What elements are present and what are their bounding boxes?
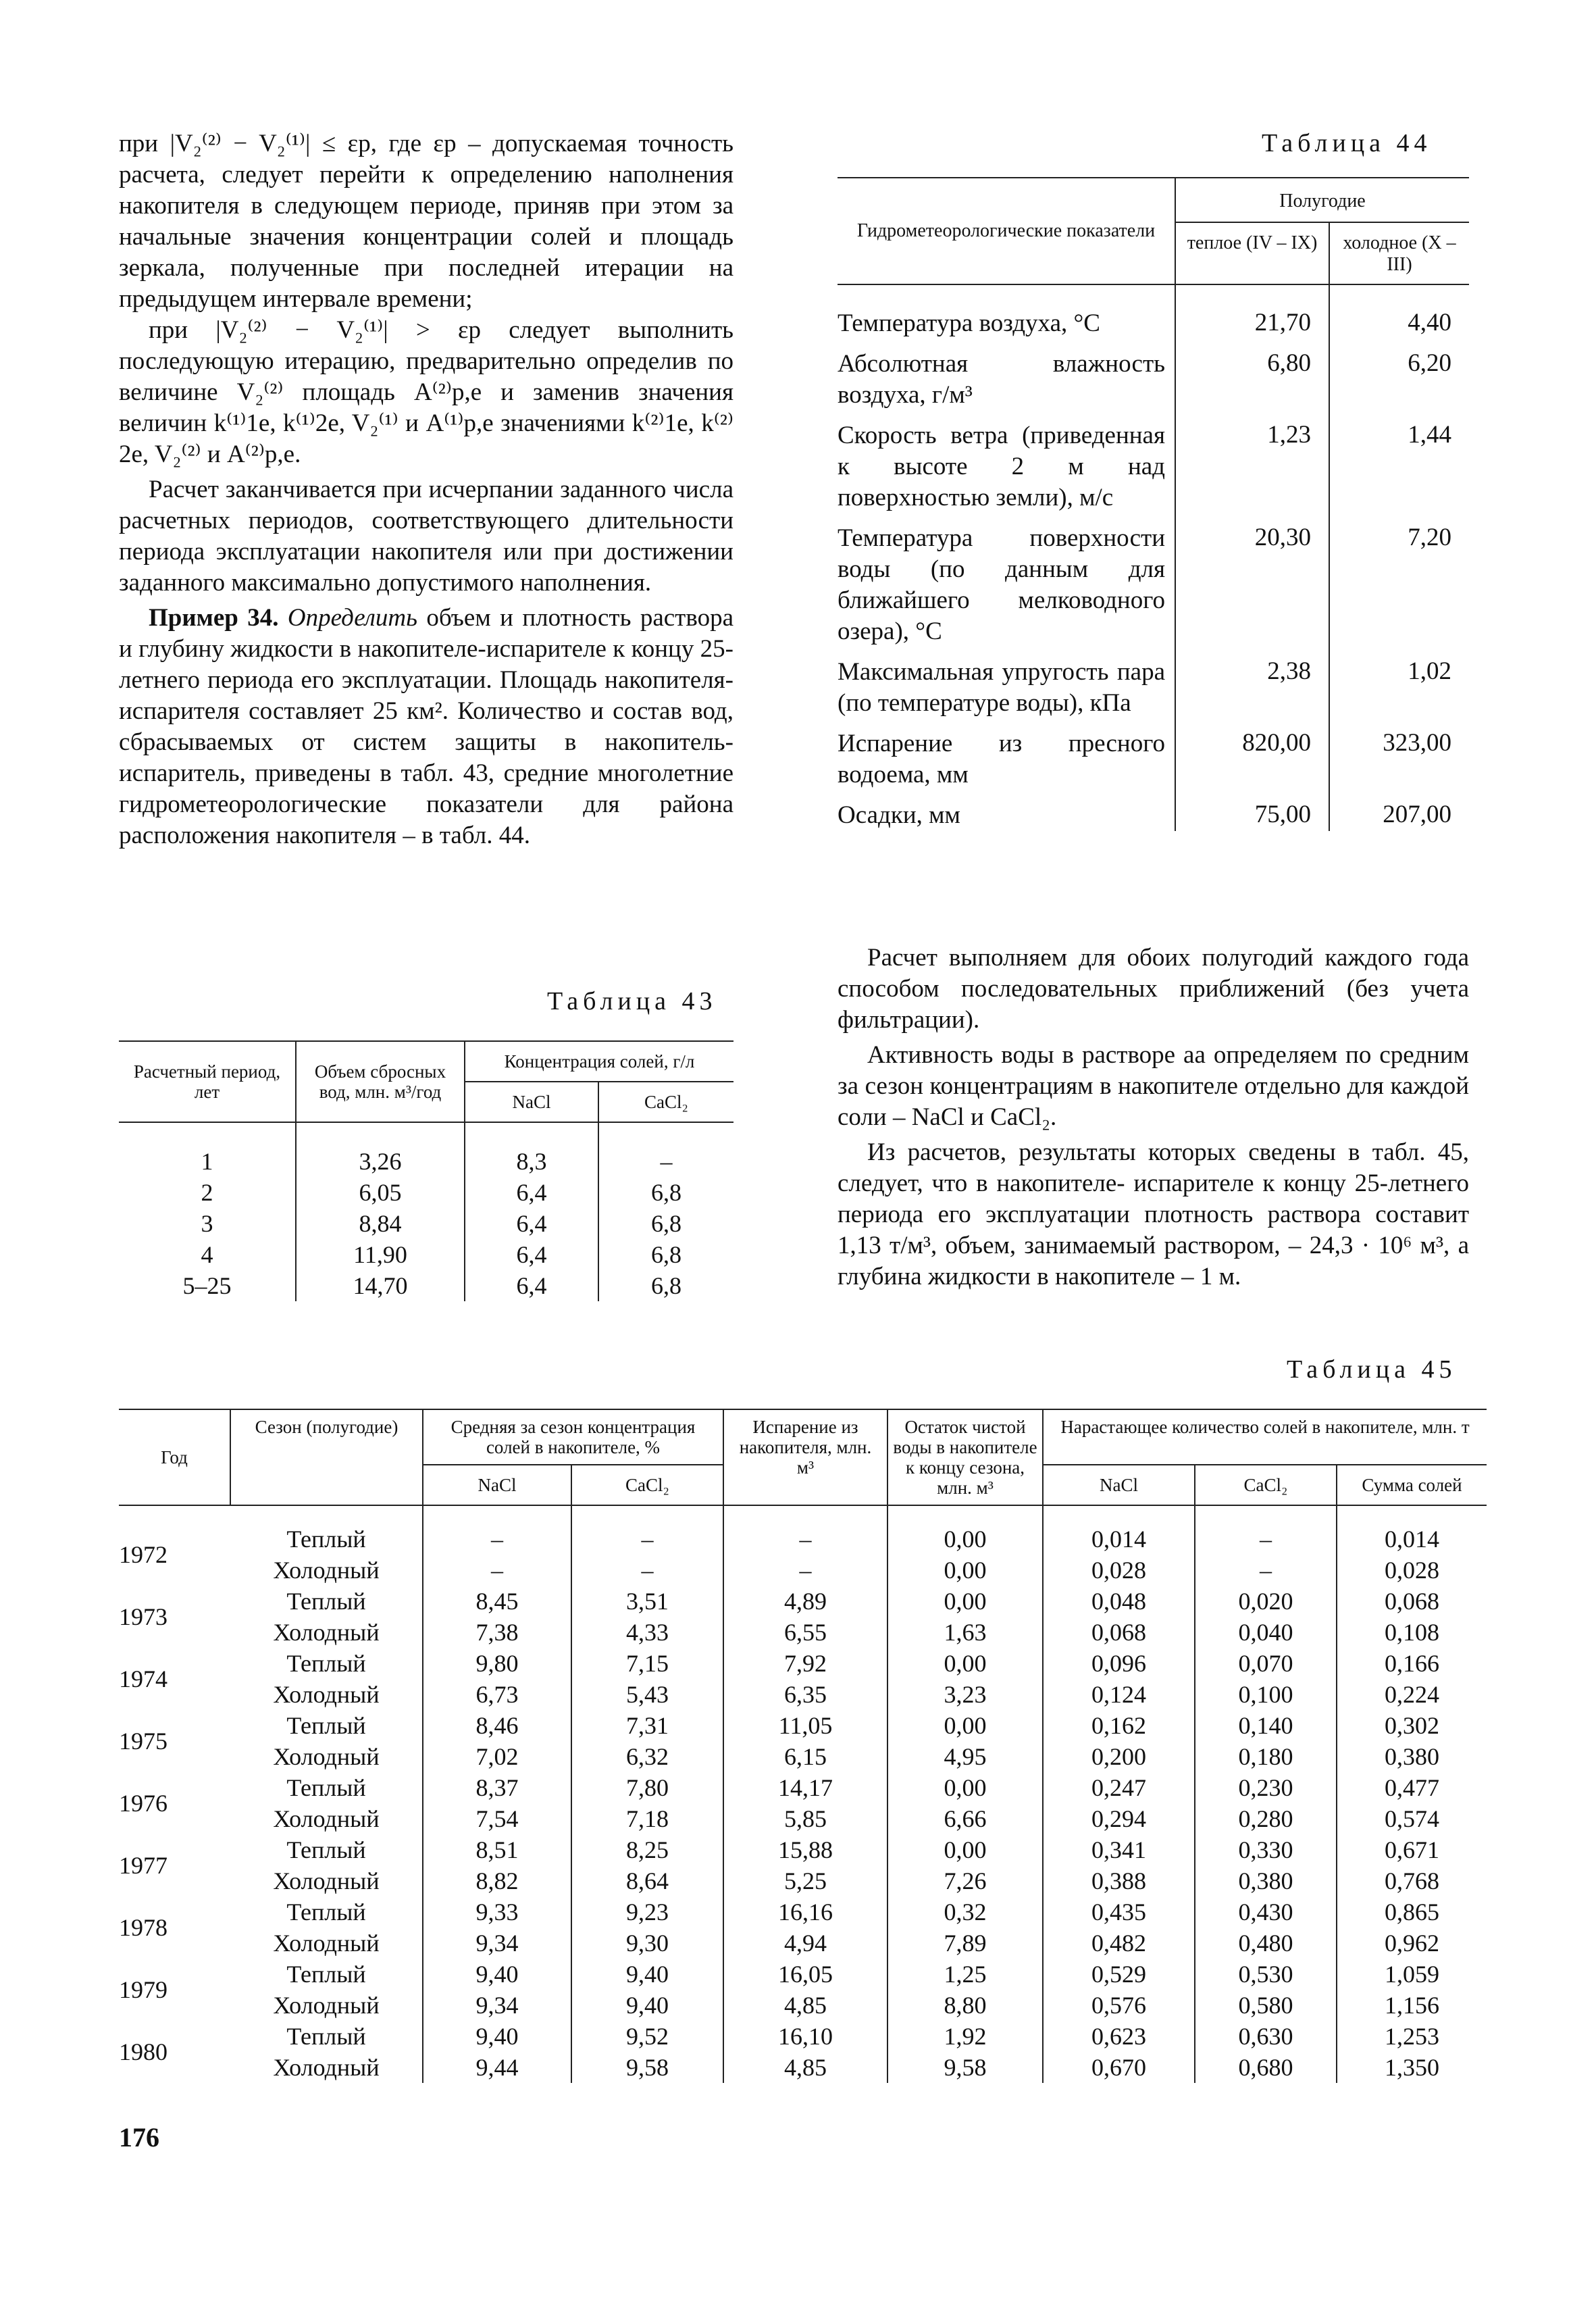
warm-value: 820,00 (1175, 719, 1329, 790)
table-row (119, 1959, 1487, 1990)
indicator-cell: Скорость ветра (приведенная к высоте 2 м над поверхностью земли), м/с (838, 422, 1165, 511)
table43-caption: Таблица 43 (547, 987, 717, 1015)
header-warm: теплое (IV – IX) (1175, 222, 1329, 284)
cacl-cell: 9,58 (571, 2052, 723, 2083)
sum-cell: 0,768 (1337, 1865, 1487, 1896)
volume-cell: 14,70 (296, 1270, 465, 1301)
evap-cell: 4,85 (723, 1990, 887, 2021)
sum-cell: 1,156 (1337, 1990, 1487, 2021)
table-row (119, 1741, 1487, 1772)
table-row (838, 719, 1469, 790)
rest-cell: 7,89 (887, 1928, 1043, 1959)
table-43 (119, 1040, 733, 1301)
nacl-cell: 9,40 (423, 2021, 571, 2052)
table-row (119, 1990, 1487, 2021)
evap-cell: 16,16 (723, 1896, 887, 1928)
table-row (119, 1710, 1487, 1741)
cacl-cumul-cell: 0,680 (1195, 2052, 1337, 2083)
cacl-cell: 9,23 (571, 1896, 723, 1928)
season-cell: Теплый (286, 1650, 366, 1677)
cacl-cell: 8,25 (571, 1834, 723, 1865)
year-cell: 1974 (119, 1665, 168, 1692)
nacl-cumul-cell: 0,200 (1043, 1741, 1195, 1772)
cold-value: 207,00 (1329, 790, 1469, 831)
nacl-cell: 8,51 (423, 1834, 571, 1865)
rest-cell: 7,26 (887, 1865, 1043, 1896)
rest-cell: 1,25 (887, 1959, 1043, 1990)
table-row (119, 2021, 1487, 2052)
nacl-cell: 8,82 (423, 1865, 571, 1896)
rest-cell: 3,23 (887, 1679, 1043, 1710)
volume-cell: 3,26 (296, 1122, 465, 1177)
nacl-cumul-cell: 0,576 (1043, 1990, 1195, 2021)
season-cell: Теплый (286, 1774, 366, 1801)
sum-cell: 0,224 (1337, 1679, 1487, 1710)
cacl-cumul-cell: 0,330 (1195, 1834, 1337, 1865)
year-cell: 1977 (119, 1852, 168, 1879)
indicator-cell: Температура воздуха, °С (838, 309, 1100, 337)
cacl-cumul-cell: 0,180 (1195, 1741, 1337, 1772)
nacl-cell: 9,34 (423, 1990, 571, 2021)
cacl-cell: 6,32 (571, 1741, 723, 1772)
cacl-cumul-cell: 0,580 (1195, 1990, 1337, 2021)
season-cell: Холодный (273, 1930, 380, 1957)
table-row (119, 1928, 1487, 1959)
season-cell: Холодный (273, 1743, 380, 1770)
sum-cell: 0,014 (1337, 1505, 1487, 1555)
page-number: 176 (119, 2122, 159, 2153)
table-row (119, 1896, 1487, 1928)
header-half: Полугодие (1175, 178, 1469, 222)
period-cell: 1 (201, 1148, 213, 1175)
paragraph: при |V₂⁽²⁾ − V₂⁽¹⁾| > εр следует выполнить последующую итерацию, предварительно определив по величине V₂⁽²⁾ площадь A⁽²⁾p,e и заменив значения величин k⁽¹⁾1e, k⁽¹⁾2e, V₂⁽¹⁾ и A⁽¹⁾p,e значениями k⁽²⁾1e, k⁽²⁾2e, V₂⁽²⁾ и A⁽²⁾p,e. (119, 316, 733, 468)
cacl-cell: 8,64 (571, 1865, 723, 1896)
paragraph: Из расчетов, результаты которых сведены в табл. 45, следует, что в накопителе- испарителе к концу 25-летнего периода его эксплуатации плотность раствора составит 1,13 т/м³, объем, занимаемый раствором, – 24,3 · 10⁶ м³, а глубина жидкости в накопителе – 1 м. (838, 1138, 1469, 1290)
cacl-cell: 3,51 (571, 1586, 723, 1617)
season-cell: Теплый (286, 1588, 366, 1615)
header-avg-conc: Средняя за сезон концентрация солей в накопителе, % (423, 1409, 723, 1465)
nacl-cumul-cell: 0,096 (1043, 1648, 1195, 1679)
nacl-cell: 8,3 (465, 1122, 598, 1177)
header-cumul: Нарастающее количество солей в накопителе, млн. т (1043, 1409, 1487, 1465)
season-cell: Холодный (273, 1681, 380, 1708)
table-row (119, 1617, 1487, 1648)
cacl-cumul-cell: – (1195, 1505, 1337, 1555)
nacl-cell: 9,80 (423, 1648, 571, 1679)
table-row (119, 1834, 1487, 1865)
rest-cell: 4,95 (887, 1741, 1043, 1772)
nacl-cell: 9,40 (423, 1959, 571, 1990)
header-season: Сезон (полугодие) (230, 1409, 423, 1505)
table-row (838, 513, 1469, 647)
evap-cell: 4,85 (723, 2052, 887, 2083)
evap-cell: 6,15 (723, 1741, 887, 1772)
nacl-cell: 6,4 (465, 1177, 598, 1208)
nacl-cell: 9,33 (423, 1896, 571, 1928)
cacl-cumul-cell: 0,070 (1195, 1648, 1337, 1679)
evap-cell: 16,10 (723, 2021, 887, 2052)
nacl-cumul-cell: 0,294 (1043, 1803, 1195, 1834)
year-cell: 1976 (119, 1790, 168, 1817)
example-label: Пример 34. (149, 604, 279, 632)
nacl-cumul-cell: 0,028 (1043, 1555, 1195, 1586)
rest-cell: 0,00 (887, 1772, 1043, 1803)
nacl-cell: 7,02 (423, 1741, 571, 1772)
sum-cell: 0,962 (1337, 1928, 1487, 1959)
rest-cell: 6,66 (887, 1803, 1043, 1834)
sum-cell: 0,865 (1337, 1896, 1487, 1928)
rest-cell: 9,58 (887, 2052, 1043, 2083)
cacl-cell: – (598, 1122, 733, 1177)
season-cell: Теплый (286, 1836, 366, 1863)
indicator-cell: Температура поверхности воды (по данным для ближайшего мелководного озера), °С (838, 524, 1165, 645)
season-cell: Теплый (286, 1961, 366, 1988)
cacl-cell: 6,8 (598, 1208, 733, 1239)
cold-value: 6,20 (1329, 339, 1469, 411)
nacl-cumul-cell: 0,670 (1043, 2052, 1195, 2083)
nacl-cumul-cell: 0,247 (1043, 1772, 1195, 1803)
cacl-cumul-cell: 0,280 (1195, 1803, 1337, 1834)
cold-value: 1,44 (1329, 411, 1469, 513)
period-cell: 5–25 (182, 1272, 232, 1299)
cacl-cell: 9,52 (571, 2021, 723, 2052)
evap-cell: 4,89 (723, 1586, 887, 1617)
rest-cell: 0,00 (887, 1586, 1043, 1617)
year-cell: 1973 (119, 1603, 168, 1630)
table-row (119, 1555, 1487, 1586)
nacl-cumul-cell: 0,388 (1043, 1865, 1195, 1896)
right-text-column (838, 942, 1469, 1292)
cacl-cell: 7,31 (571, 1710, 723, 1741)
indicator-cell: Абсолютная влажность воздуха, г/м³ (838, 350, 1165, 409)
nacl-cell: 8,37 (423, 1772, 571, 1803)
paragraph: Активность воды в растворе aа определяем по средним за сезон концентрациям в накопителе отдельно для каждой соли – NaCl и CaCl₂. (838, 1041, 1469, 1131)
warm-value: 75,00 (1175, 790, 1329, 831)
rest-cell: 0,00 (887, 1834, 1043, 1865)
sum-cell: 0,068 (1337, 1586, 1487, 1617)
cacl-cell: 9,30 (571, 1928, 723, 1959)
paragraph: при |V₂⁽²⁾ − V₂⁽¹⁾| ≤ εр, где εр – допускаемая точность расчета, следует перейти к определению наполнения накопителя в следующем периоде, приняв при этом за начальные значения концентрации солей и площадь зеркала, полученные при последней итерации на предыдущем интервале времени; (119, 130, 733, 313)
sum-cell: 0,380 (1337, 1741, 1487, 1772)
volume-cell: 8,84 (296, 1208, 465, 1239)
nacl-cell: 7,54 (423, 1803, 571, 1834)
left-text-column (119, 128, 733, 851)
indicator-cell: Испарение из пресного водоема, мм (838, 730, 1165, 788)
year-cell: 1972 (119, 1541, 168, 1568)
paragraph: Расчет выполняем для обоих полугодий каждого года способом последовательных приближений (без учета фильтрации). (838, 944, 1469, 1034)
sum-cell: 0,108 (1337, 1617, 1487, 1648)
year-cell: 1980 (119, 2038, 168, 2065)
nacl-cumul-cell: 0,048 (1043, 1586, 1195, 1617)
cacl-cell: 6,8 (598, 1270, 733, 1301)
nacl-cell: 7,38 (423, 1617, 571, 1648)
table-row (119, 1586, 1487, 1617)
table-row (119, 1679, 1487, 1710)
header-conc: Концентрация солей, г/л (465, 1041, 733, 1082)
warm-value: 2,38 (1175, 647, 1329, 719)
rest-cell: 0,00 (887, 1555, 1043, 1586)
sum-cell: 1,059 (1337, 1959, 1487, 1990)
cacl-cell: – (571, 1555, 723, 1586)
cacl-cell: 5,43 (571, 1679, 723, 1710)
warm-value: 21,70 (1175, 284, 1329, 339)
header-indicator: Гидрометеорологические показатели (838, 178, 1175, 284)
evap-cell: – (723, 1555, 887, 1586)
period-cell: 3 (201, 1210, 213, 1237)
year-cell: 1979 (119, 1976, 168, 2003)
season-cell: Холодный (273, 2054, 380, 2081)
sum-cell: 1,350 (1337, 2052, 1487, 2083)
cold-value: 323,00 (1329, 719, 1469, 790)
cacl-cumul-cell: 0,380 (1195, 1865, 1337, 1896)
table-row (119, 1865, 1487, 1896)
nacl-cumul-cell: 0,014 (1043, 1505, 1195, 1555)
warm-value: 6,80 (1175, 339, 1329, 411)
period-cell: 2 (201, 1179, 213, 1206)
cold-value: 7,20 (1329, 513, 1469, 647)
evap-cell: 4,94 (723, 1928, 887, 1959)
nacl-cell: – (423, 1505, 571, 1555)
table-row (119, 1239, 733, 1270)
nacl-cumul-cell: 0,124 (1043, 1679, 1195, 1710)
evap-cell: 11,05 (723, 1710, 887, 1741)
table-row (119, 1270, 733, 1301)
cacl-cumul-cell: 0,140 (1195, 1710, 1337, 1741)
season-cell: Теплый (286, 1898, 366, 1926)
volume-cell: 11,90 (296, 1239, 465, 1270)
header-year: Год (119, 1409, 230, 1505)
nacl-cumul-cell: 0,623 (1043, 2021, 1195, 2052)
season-cell: Холодный (273, 1992, 380, 2019)
rest-cell: 1,63 (887, 1617, 1043, 1648)
cacl-cumul-cell: 0,100 (1195, 1679, 1337, 1710)
nacl-cumul-cell: 0,482 (1043, 1928, 1195, 1959)
paragraph: Расчет заканчивается при исчерпании заданного числа расчетных периодов, соответствующего длительности периода эксплуатации накопителя или при достижении заданного максимально допустимого наполнения. (119, 476, 733, 597)
header-cacl: CaCl₂ (571, 1465, 723, 1505)
table-row (119, 1803, 1487, 1834)
cacl-cumul-cell: 0,530 (1195, 1959, 1337, 1990)
nacl-cell: 6,73 (423, 1679, 571, 1710)
nacl-cumul-cell: 0,341 (1043, 1834, 1195, 1865)
cacl-cumul-cell: 0,230 (1195, 1772, 1337, 1803)
cacl-cumul-cell: 0,040 (1195, 1617, 1337, 1648)
year-cell: 1978 (119, 1914, 168, 1941)
header-cacl: CaCl₂ (598, 1082, 733, 1122)
cold-value: 1,02 (1329, 647, 1469, 719)
nacl-cell: 9,34 (423, 1928, 571, 1959)
sum-cell: 1,253 (1337, 2021, 1487, 2052)
table-row (119, 1208, 733, 1239)
table-row (838, 339, 1469, 411)
nacl-cell: 6,4 (465, 1239, 598, 1270)
header-nacl-cumul: NaCl (1043, 1465, 1195, 1505)
header-sum: Сумма солей (1337, 1465, 1487, 1505)
table-row (119, 1122, 733, 1177)
season-cell: Теплый (286, 1712, 366, 1739)
cacl-cell: 9,40 (571, 1959, 723, 1990)
nacl-cumul-cell: 0,529 (1043, 1959, 1195, 1990)
example-paragraph (119, 603, 733, 851)
nacl-cell: 6,4 (465, 1208, 598, 1239)
cacl-cumul-cell: 0,630 (1195, 2021, 1337, 2052)
sum-cell: 0,671 (1337, 1834, 1487, 1865)
sum-cell: 0,166 (1337, 1648, 1487, 1679)
header-cacl-cumul: CaCl₂ (1195, 1465, 1337, 1505)
nacl-cell: – (423, 1555, 571, 1586)
nacl-cell: 6,4 (465, 1270, 598, 1301)
nacl-cell: 8,45 (423, 1586, 571, 1617)
table-45 (119, 1409, 1487, 2083)
cacl-cell: 7,80 (571, 1772, 723, 1803)
example-text: объем и плотность раствора и глубину жидкости в накопителе-испарителе к концу 25-летнего периода его эксплуатации. Площадь накопителя-испарителя составляет 25 км². Количество и состав вод, сбрасываемых от систем защиты в накопитель-испаритель, приведены в табл. 43, средние многолетние гидрометеорологические показатели для района расположения накопителя – в табл. 44. (119, 604, 733, 849)
rest-cell: 8,80 (887, 1990, 1043, 2021)
cacl-cell: 6,8 (598, 1177, 733, 1208)
table-row (119, 1505, 1487, 1555)
cacl-cumul-cell: 0,020 (1195, 1586, 1337, 1617)
evap-cell: 14,17 (723, 1772, 887, 1803)
rest-cell: 1,92 (887, 2021, 1043, 2052)
table45-caption: Таблица 45 (1287, 1355, 1457, 1384)
indicator-cell: Максимальная упругость пара (по температуре воды), кПа (838, 658, 1165, 717)
table-row (119, 1177, 733, 1208)
evap-cell: 7,92 (723, 1648, 887, 1679)
cacl-cell: 4,33 (571, 1617, 723, 1648)
header-rest: Остаток чистой воды в накопителе к концу сезона, млн. м³ (887, 1409, 1043, 1505)
header-evap: Испарение из накопителя, млн. м³ (723, 1409, 887, 1505)
nacl-cumul-cell: 0,162 (1043, 1710, 1195, 1741)
nacl-cell: 9,44 (423, 2052, 571, 2083)
year-cell: 1975 (119, 1728, 168, 1755)
season-cell: Холодный (273, 1867, 380, 1894)
table-row (838, 411, 1469, 513)
cacl-cumul-cell: 0,430 (1195, 1896, 1337, 1928)
cacl-cumul-cell: – (1195, 1555, 1337, 1586)
season-cell: Холодный (273, 1557, 380, 1584)
evap-cell: 15,88 (723, 1834, 887, 1865)
rest-cell: 0,00 (887, 1710, 1043, 1741)
header-nacl: NaCl (423, 1465, 571, 1505)
evap-cell: 16,05 (723, 1959, 887, 1990)
rest-cell: 0,00 (887, 1648, 1043, 1679)
cacl-cumul-cell: 0,480 (1195, 1928, 1337, 1959)
warm-value: 1,23 (1175, 411, 1329, 513)
evap-cell: – (723, 1505, 887, 1555)
table-row (119, 1648, 1487, 1679)
season-cell: Теплый (286, 2023, 366, 2050)
evap-cell: 5,25 (723, 1865, 887, 1896)
table-row (119, 1772, 1487, 1803)
sum-cell: 0,028 (1337, 1555, 1487, 1586)
table-row (838, 284, 1469, 339)
header-cold: холодное (X – III) (1329, 222, 1469, 284)
season-cell: Теплый (286, 1526, 366, 1553)
table-44 (838, 177, 1469, 831)
table-row (838, 790, 1469, 831)
table44-caption: Таблица 44 (1262, 129, 1432, 157)
indicator-cell: Осадки, мм (838, 801, 960, 829)
table-row (838, 647, 1469, 719)
sum-cell: 0,477 (1337, 1772, 1487, 1803)
rest-cell: 0,00 (887, 1505, 1043, 1555)
header-nacl: NaCl (465, 1082, 598, 1122)
table-row (119, 2052, 1487, 2083)
season-cell: Холодный (273, 1805, 380, 1832)
cacl-cell: 7,15 (571, 1648, 723, 1679)
evap-cell: 5,85 (723, 1803, 887, 1834)
season-cell: Холодный (273, 1619, 380, 1646)
cacl-cell: 9,40 (571, 1990, 723, 2021)
sum-cell: 0,574 (1337, 1803, 1487, 1834)
rest-cell: 0,32 (887, 1896, 1043, 1928)
cacl-cell: 7,18 (571, 1803, 723, 1834)
cacl-cell: – (571, 1505, 723, 1555)
nacl-cell: 8,46 (423, 1710, 571, 1741)
warm-value: 20,30 (1175, 513, 1329, 647)
period-cell: 4 (201, 1241, 213, 1268)
sum-cell: 0,302 (1337, 1710, 1487, 1741)
nacl-cumul-cell: 0,435 (1043, 1896, 1195, 1928)
cold-value: 4,40 (1329, 284, 1469, 339)
evap-cell: 6,35 (723, 1679, 887, 1710)
evap-cell: 6,55 (723, 1617, 887, 1648)
header-volume: Объем сбросных вод, млн. м³/год (296, 1041, 465, 1122)
example-task: Определить (287, 604, 417, 632)
cacl-cell: 6,8 (598, 1239, 733, 1270)
volume-cell: 6,05 (296, 1177, 465, 1208)
nacl-cumul-cell: 0,068 (1043, 1617, 1195, 1648)
header-period: Расчетный период, лет (119, 1041, 296, 1122)
